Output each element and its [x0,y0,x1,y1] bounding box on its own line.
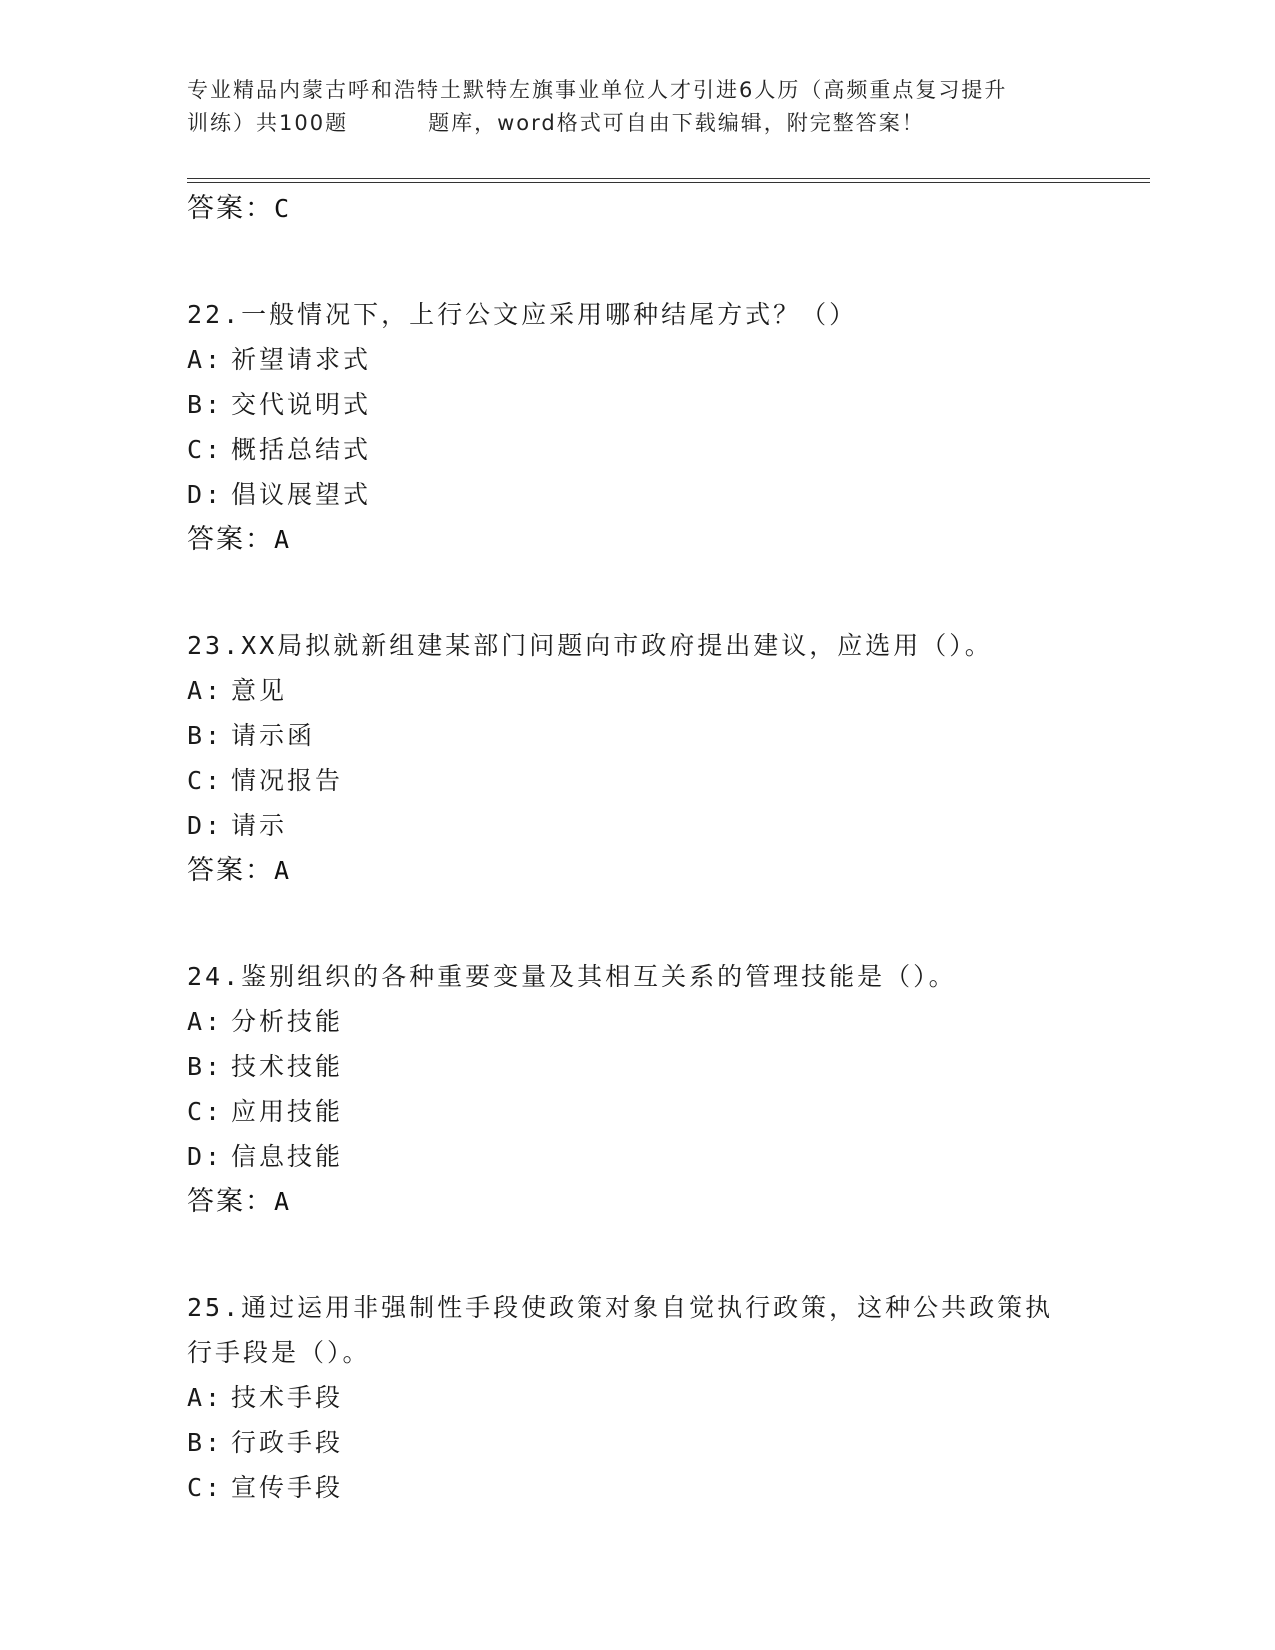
option-c [187,1465,1087,1510]
answer-line [187,1179,1087,1225]
option-text: 行政手段 [231,1428,344,1457]
option-a [187,1375,1087,1420]
option-text: 请示函 [231,721,316,750]
option-text: 交代说明式 [231,390,372,419]
option-key: C: [187,766,224,795]
option-key: A: [187,676,224,705]
option-a [187,337,1087,382]
option-b [187,1044,1087,1089]
question-text: 22.一般情况下，上行公文应采用哪种结尾方式？（） [187,300,858,329]
option-key: C: [187,1097,224,1126]
option-key: D: [187,1142,224,1171]
option-key: D: [187,811,224,840]
option-text: 信息技能 [231,1142,344,1171]
option-text: 分析技能 [231,1007,344,1036]
option-c [187,758,1087,803]
option-c [187,427,1087,472]
option-text: 应用技能 [231,1097,344,1126]
question-25 [187,1285,1087,1510]
answer-label: 答案： [187,524,274,555]
answer-value: A [274,1187,292,1216]
answer-line [187,517,1087,563]
question-23 [187,623,1087,894]
answer-line [187,186,1087,232]
option-key: A: [187,1383,224,1412]
option-a [187,999,1087,1044]
question-text-line-2: 行手段是（）。 [187,1338,371,1367]
option-text: 请示 [231,811,288,840]
option-key: D: [187,480,224,509]
header-rule-thin [187,178,1150,179]
option-text: 技术手段 [231,1383,344,1412]
question-content [187,186,1087,1510]
option-key: A: [187,1007,224,1036]
question-22 [187,292,1087,563]
answer-label: 答案： [187,1186,274,1217]
answer-value: A [274,525,292,554]
question-24 [187,954,1087,1225]
option-key: A: [187,345,224,374]
option-text: 宣传手段 [231,1473,344,1502]
option-key: B: [187,721,224,750]
answer-value: A [274,856,292,885]
header-line-2 [187,107,1087,140]
answer-value: C [274,194,292,223]
option-key: C: [187,1473,224,1502]
option-key: B: [187,1052,224,1081]
option-text: 意见 [231,676,288,705]
header-line-1: 专业精品内蒙古呼和浩特土默特左旗事业单位人才引进6人历（高频重点复习提升 [187,78,1008,102]
option-key: B: [187,1428,224,1457]
option-text: 技术技能 [231,1052,344,1081]
option-text: 概括总结式 [231,435,372,464]
header-rule-thick [187,182,1150,183]
option-key: C: [187,435,224,464]
option-d [187,1134,1087,1179]
answer-line [187,848,1087,894]
option-key: B: [187,390,224,419]
question-text: 24.鉴别组织的各种重要变量及其相互关系的管理技能是（）。 [187,962,957,991]
question-text: 23.XX局拟就新组建某部门问题向市政府提出建议，应选用（）。 [187,631,993,660]
answer-label: 答案： [187,193,274,224]
option-d [187,803,1087,848]
option-b [187,713,1087,758]
page-header [187,74,1087,140]
header-line-2-part-b: 题库，word格式可自由下载编辑，附完整答案！ [428,111,925,135]
question-text-line-1: 25.通过运用非强制性手段使政策对象自觉执行政策，这种公共政策执 [187,1293,1054,1322]
answer-label: 答案： [187,855,274,886]
option-b [187,382,1087,427]
option-text: 祈望请求式 [231,345,372,374]
option-text: 倡议展望式 [231,480,372,509]
option-b [187,1420,1087,1465]
header-line-2-part-a: 训练）共100题 [187,111,349,135]
option-d [187,472,1087,517]
option-c [187,1089,1087,1134]
option-a [187,668,1087,713]
option-text: 情况报告 [231,766,344,795]
